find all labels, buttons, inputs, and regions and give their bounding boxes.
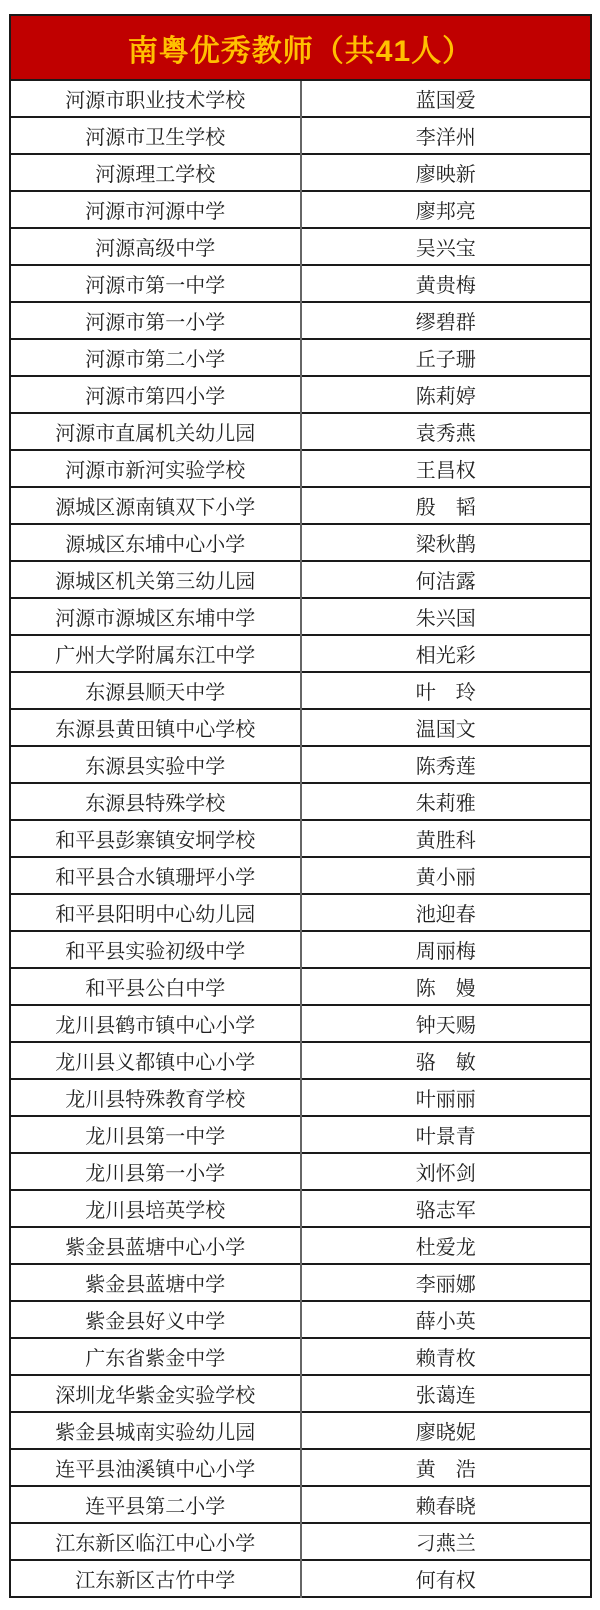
school-cell: 紫金县好义中学: [10, 1301, 301, 1338]
table-row: [10, 1116, 591, 1153]
teacher-cell: 叶 玲: [301, 672, 592, 709]
teacher-cell: 周丽梅: [301, 931, 592, 968]
table-row: [10, 894, 591, 931]
teacher-cell: 李丽娜: [301, 1264, 592, 1301]
school-cell: 深圳龙华紫金实验学校: [10, 1375, 301, 1412]
school-cell: 龙川县鹤市镇中心小学: [10, 1005, 301, 1042]
teacher-cell: 丘子珊: [301, 339, 592, 376]
teacher-cell: 张蔼连: [301, 1375, 592, 1412]
school-cell: 河源市第二小学: [10, 339, 301, 376]
teacher-cell: 李洋州: [301, 117, 592, 154]
teacher-cell: 廖映新: [301, 154, 592, 191]
table-row: [10, 1079, 591, 1116]
teacher-cell: 相光彩: [301, 635, 592, 672]
table-row: [10, 1486, 591, 1523]
school-cell: 江东新区临江中心小学: [10, 1523, 301, 1560]
teacher-cell: 黄小丽: [301, 857, 592, 894]
table-row: [10, 1153, 591, 1190]
teacher-cell: 钟天赐: [301, 1005, 592, 1042]
school-cell: 龙川县特殊教育学校: [10, 1079, 301, 1116]
school-cell: 东源县特殊学校: [10, 783, 301, 820]
teacher-cell: 薛小英: [301, 1301, 592, 1338]
school-cell: 东源县实验中学: [10, 746, 301, 783]
school-cell: 源城区机关第三幼儿园: [10, 561, 301, 598]
school-cell: 紫金县城南实验幼儿园: [10, 1412, 301, 1449]
school-cell: 河源理工学校: [10, 154, 301, 191]
table-row: [10, 265, 591, 302]
table-row: [10, 598, 591, 635]
table-header: [10, 15, 591, 80]
award-table: [9, 14, 592, 1598]
teacher-cell: 黄胜科: [301, 820, 592, 857]
school-cell: 广州大学附属东江中学: [10, 635, 301, 672]
table-row: [10, 1560, 591, 1597]
table-row: [10, 709, 591, 746]
school-cell: 河源市职业技术学校: [10, 80, 301, 117]
school-cell: 河源市第一小学: [10, 302, 301, 339]
table-row: [10, 1449, 591, 1486]
school-cell: 和平县公白中学: [10, 968, 301, 1005]
table-row: [10, 1523, 591, 1560]
table-row: [10, 1042, 591, 1079]
school-cell: 连平县油溪镇中心小学: [10, 1449, 301, 1486]
table-row: [10, 672, 591, 709]
table-row: [10, 524, 591, 561]
teacher-cell: 王昌权: [301, 450, 592, 487]
table-row: [10, 1301, 591, 1338]
school-cell: 河源市源城区东埔中学: [10, 598, 301, 635]
teacher-cell: 黄贵梅: [301, 265, 592, 302]
teacher-cell: 杜爱龙: [301, 1227, 592, 1264]
teacher-cell: 朱莉雅: [301, 783, 592, 820]
table-title: 南粤优秀教师（共41人）: [10, 15, 591, 80]
table-row: [10, 450, 591, 487]
teacher-cell: 陈 嫚: [301, 968, 592, 1005]
table-row: [10, 376, 591, 413]
school-cell: 紫金县蓝塘中心小学: [10, 1227, 301, 1264]
teacher-cell: 陈秀莲: [301, 746, 592, 783]
school-cell: 河源市新河实验学校: [10, 450, 301, 487]
table-row: [10, 80, 591, 117]
teacher-cell: 叶丽丽: [301, 1079, 592, 1116]
school-cell: 紫金县蓝塘中学: [10, 1264, 301, 1301]
school-cell: 龙川县培英学校: [10, 1190, 301, 1227]
school-cell: 和平县合水镇珊坪小学: [10, 857, 301, 894]
teacher-cell: 温国文: [301, 709, 592, 746]
teacher-cell: 骆 敏: [301, 1042, 592, 1079]
table-row: [10, 783, 591, 820]
table-row: [10, 487, 591, 524]
table-row: [10, 1375, 591, 1412]
teacher-cell: 骆志军: [301, 1190, 592, 1227]
school-cell: 河源市第四小学: [10, 376, 301, 413]
school-cell: 河源市直属机关幼儿园: [10, 413, 301, 450]
teacher-cell: 吴兴宝: [301, 228, 592, 265]
table-row: [10, 302, 591, 339]
teacher-cell: 陈莉婷: [301, 376, 592, 413]
table-row: [10, 117, 591, 154]
school-cell: 龙川县第一小学: [10, 1153, 301, 1190]
table-row: [10, 1264, 591, 1301]
header-row: [10, 15, 591, 80]
table-row: [10, 635, 591, 672]
table-row: [10, 968, 591, 1005]
table-row: [10, 1227, 591, 1264]
teacher-cell: 赖春晓: [301, 1486, 592, 1523]
teacher-cell: 殷 韬: [301, 487, 592, 524]
table-row: [10, 561, 591, 598]
school-cell: 广东省紫金中学: [10, 1338, 301, 1375]
table-row: [10, 1338, 591, 1375]
school-cell: 河源高级中学: [10, 228, 301, 265]
table-row: [10, 746, 591, 783]
school-cell: 和平县实验初级中学: [10, 931, 301, 968]
school-cell: 连平县第二小学: [10, 1486, 301, 1523]
table-row: [10, 857, 591, 894]
teacher-cell: 何有权: [301, 1560, 592, 1597]
table-body: [10, 80, 591, 1597]
school-cell: 江东新区古竹中学: [10, 1560, 301, 1597]
school-cell: 源城区源南镇双下小学: [10, 487, 301, 524]
school-cell: 河源市河源中学: [10, 191, 301, 228]
school-cell: 龙川县第一中学: [10, 1116, 301, 1153]
teacher-cell: 袁秀燕: [301, 413, 592, 450]
school-cell: 河源市第一中学: [10, 265, 301, 302]
table-row: [10, 1190, 591, 1227]
table-row: [10, 1005, 591, 1042]
school-cell: 和平县阳明中心幼儿园: [10, 894, 301, 931]
table-row: [10, 339, 591, 376]
teacher-cell: 刁燕兰: [301, 1523, 592, 1560]
table-row: [10, 191, 591, 228]
school-cell: 龙川县义都镇中心小学: [10, 1042, 301, 1079]
teacher-cell: 叶景青: [301, 1116, 592, 1153]
school-cell: 东源县顺天中学: [10, 672, 301, 709]
teacher-cell: 廖晓妮: [301, 1412, 592, 1449]
teacher-cell: 朱兴国: [301, 598, 592, 635]
table-row: [10, 931, 591, 968]
table-row: [10, 228, 591, 265]
teacher-cell: 何洁露: [301, 561, 592, 598]
table-row: [10, 154, 591, 191]
teacher-cell: 梁秋鹊: [301, 524, 592, 561]
teacher-cell: 廖邦亮: [301, 191, 592, 228]
teacher-cell: 池迎春: [301, 894, 592, 931]
table-row: [10, 820, 591, 857]
table-row: [10, 413, 591, 450]
teacher-cell: 刘怀剑: [301, 1153, 592, 1190]
table-row: [10, 1412, 591, 1449]
school-cell: 源城区东埔中心小学: [10, 524, 301, 561]
school-cell: 河源市卫生学校: [10, 117, 301, 154]
school-cell: 和平县彭寨镇安坰学校: [10, 820, 301, 857]
teacher-cell: 赖青枚: [301, 1338, 592, 1375]
school-cell: 东源县黄田镇中心学校: [10, 709, 301, 746]
teacher-cell: 蓝国爱: [301, 80, 592, 117]
teacher-cell: 黄 浩: [301, 1449, 592, 1486]
teacher-cell: 缪碧群: [301, 302, 592, 339]
